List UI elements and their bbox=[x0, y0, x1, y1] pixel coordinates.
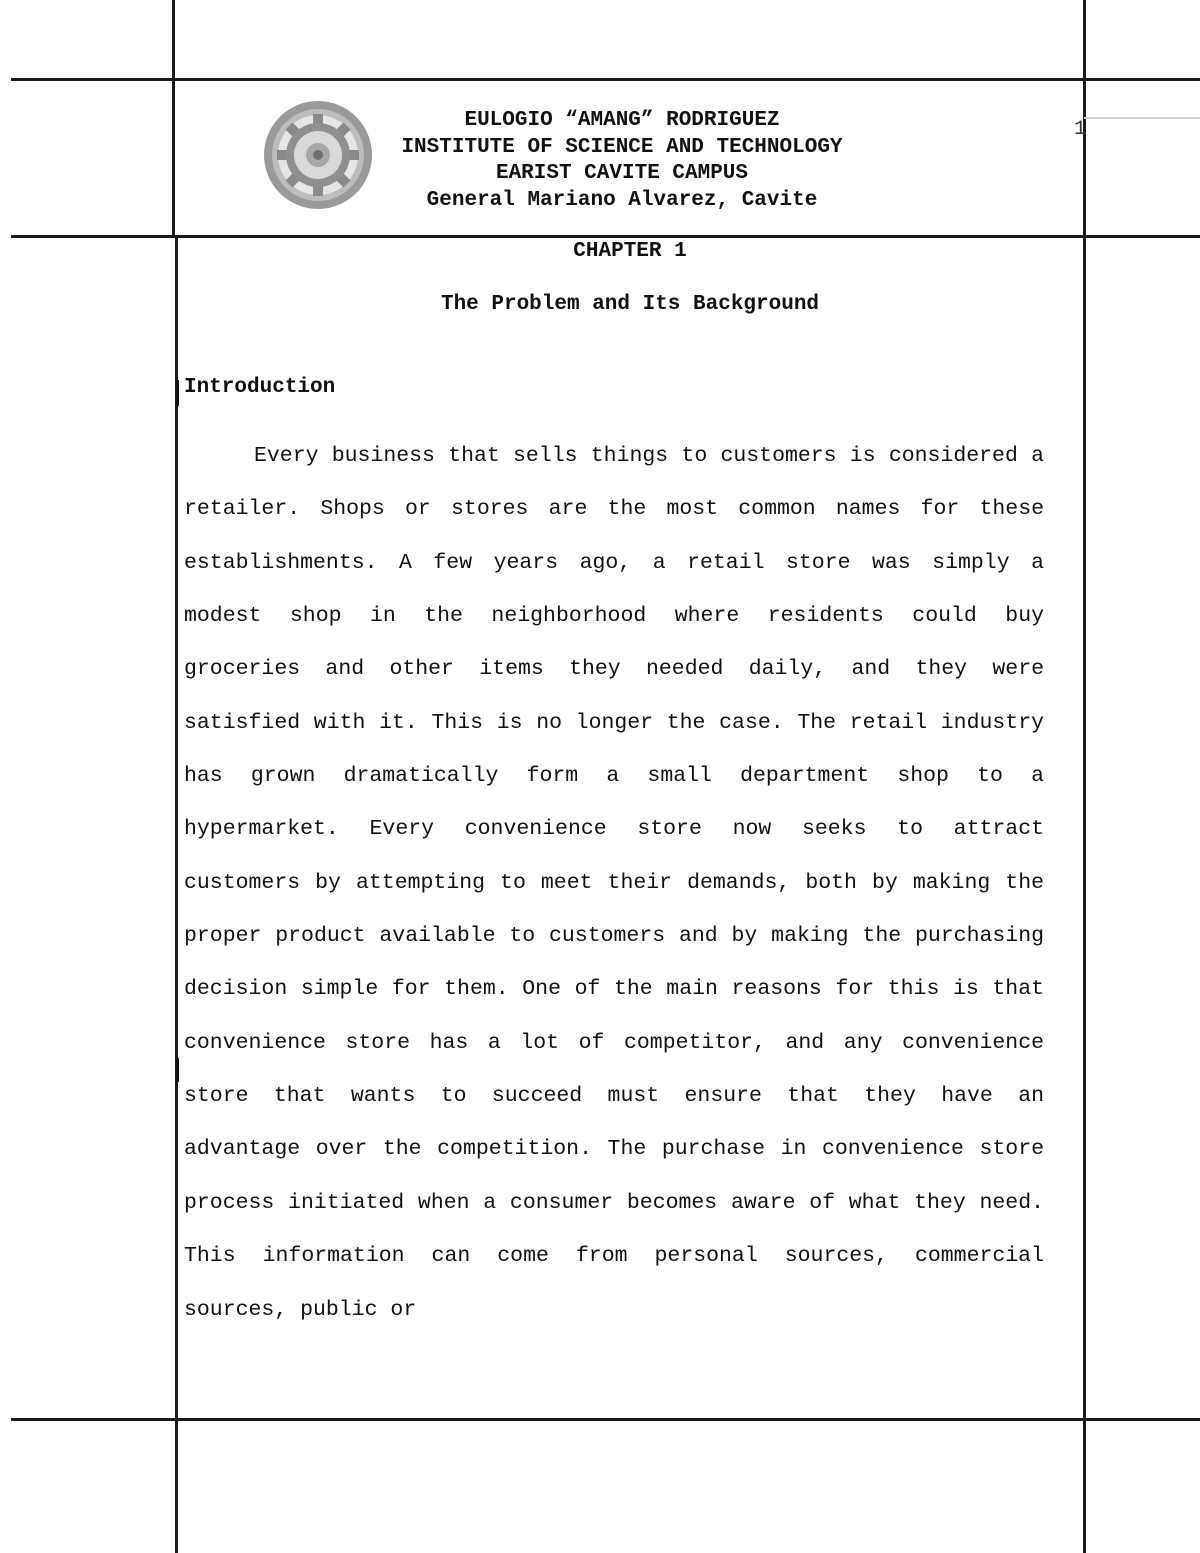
chapter-label: CHAPTER 1 bbox=[573, 240, 687, 263]
institution-header bbox=[360, 108, 884, 214]
left-margin-rule-lower bbox=[175, 235, 178, 1553]
institution-name-line-2: INSTITUTE OF SCIENCE AND TECHNOLOGY bbox=[401, 135, 843, 159]
left-margin-rule-upper bbox=[172, 0, 175, 237]
text-cursor-marker bbox=[176, 1058, 179, 1082]
campus-name: EARIST CAVITE CAMPUS bbox=[495, 162, 749, 185]
introduction-paragraph: Every business that sells things to customers is considered a retailer. Shops or stores are the most common names for these establishments. A few years ago, a retail store was simply a modest shop in the neighborhood where residents could buy groceries and other items they needed daily, and they were satisfied with it. This is no longer the case. The retail industry has grown dramatically form a small department shop to a hypermarket. Every convenience store now seeks to attract customers by attempting to meet their demands, both by making the proper product available to customers and by making the purchasing decision simple for them. One of the main reasons for this is that convenience store has a lot of competitor, and any convenience store that wants to succeed must ensure that they have an advantage over the competition. The purchase in convenience store process initiated when a consumer becomes aware of what they need. This information can come from personal sources, commercial sources, public or bbox=[184, 444, 1044, 1322]
gear-seal-icon bbox=[263, 100, 373, 210]
institution-logo bbox=[263, 100, 373, 210]
header-bottom-rule bbox=[11, 235, 1200, 238]
footer-top-rule bbox=[11, 1418, 1200, 1421]
institution-name-line-1: EULOGIO “AMANG” RODRIGUEZ bbox=[464, 109, 780, 132]
section-heading: Introduction bbox=[184, 376, 336, 399]
page-number: 1 bbox=[1074, 118, 1087, 141]
campus-location: General Mariano Alvarez, Cavite bbox=[426, 188, 818, 212]
header-top-rule bbox=[11, 78, 1200, 81]
page-number-guide bbox=[1084, 117, 1200, 119]
right-margin-rule bbox=[1083, 0, 1086, 1553]
chapter-title: The Problem and Its Background bbox=[440, 293, 820, 316]
text-cursor-marker bbox=[176, 380, 179, 406]
